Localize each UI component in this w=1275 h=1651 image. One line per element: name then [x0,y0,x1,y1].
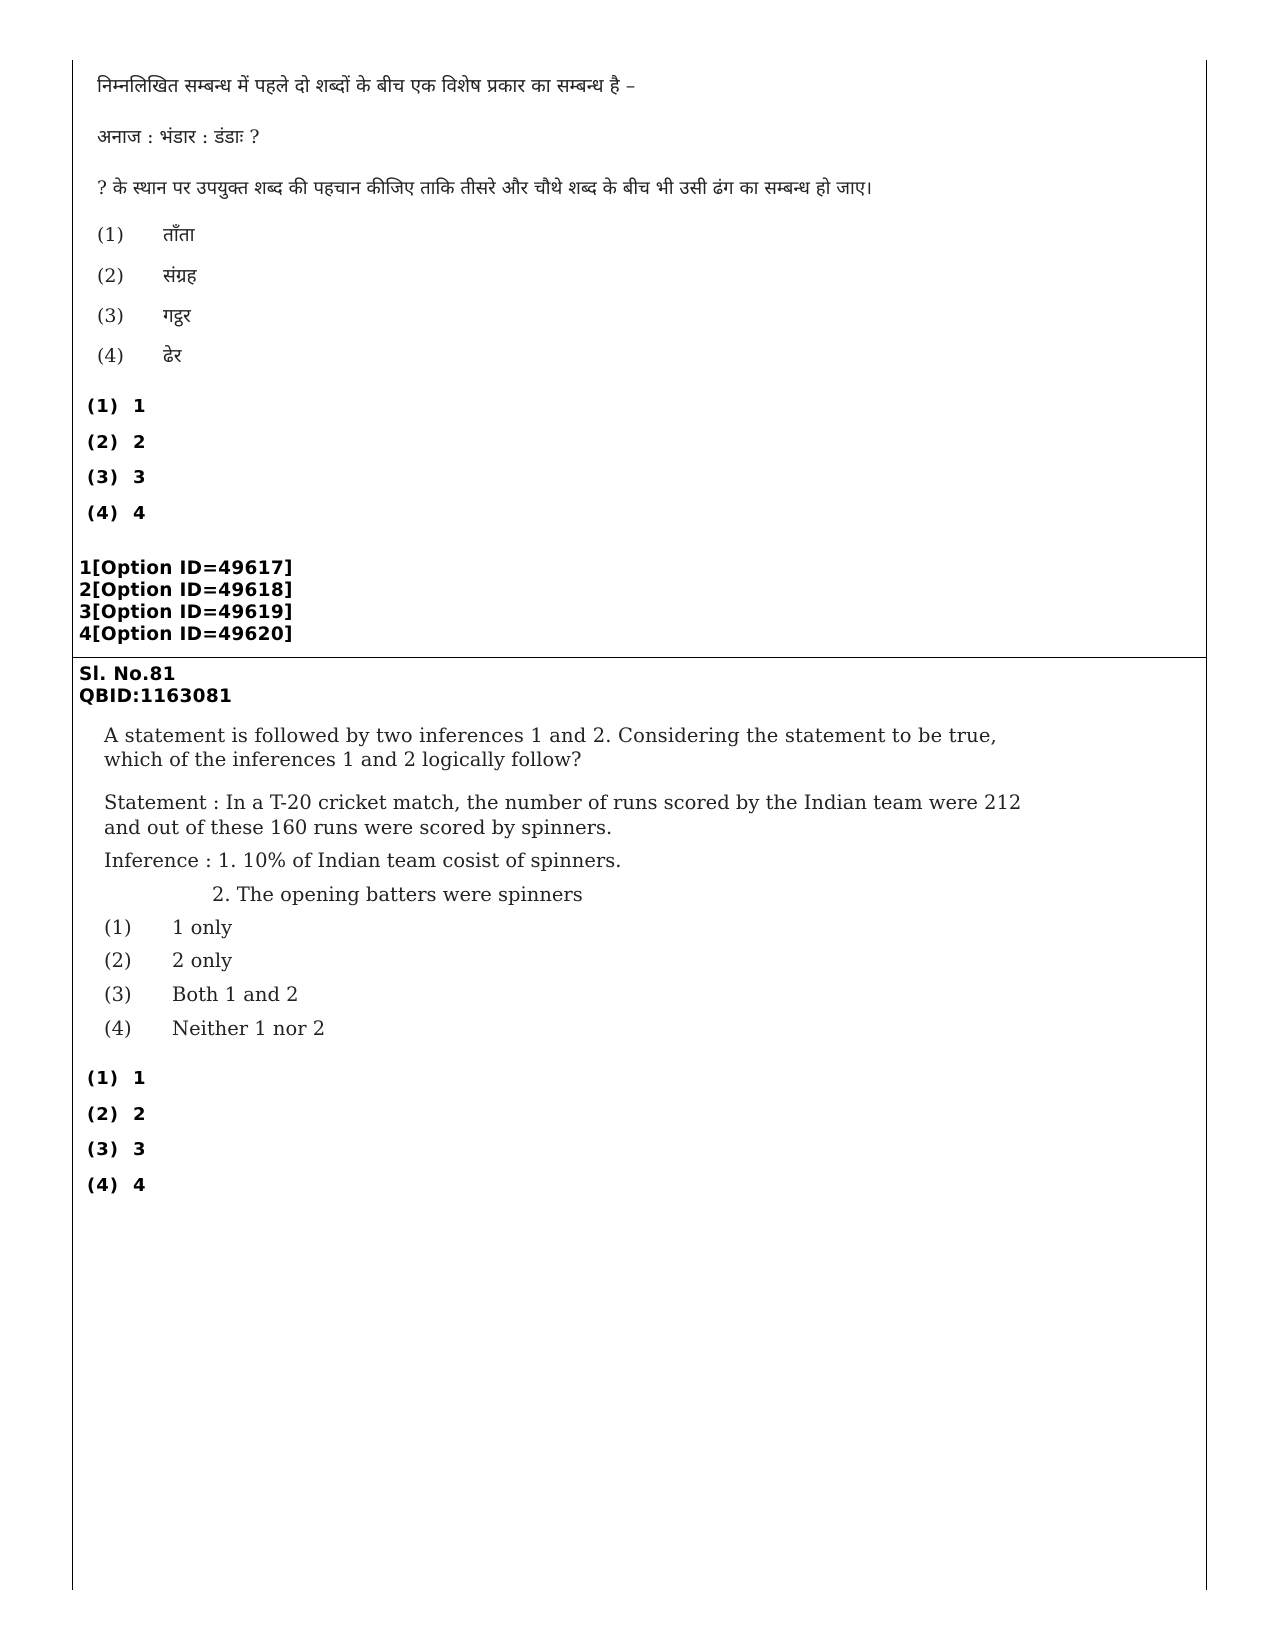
qbid: QBID:1163081 [79,686,233,707]
option-id-line: 3[Option ID=49619] [79,602,293,623]
q80-choice-text: गट्ठर [163,305,191,327]
q81-choice-number: (3) [104,983,132,1006]
q80-answer-option[interactable] [87,503,147,524]
question-divider [72,657,1207,658]
q80-relation: अनाज : भंडार : डंडाः ? [97,126,260,148]
answer-number: (4) [87,1175,119,1196]
q81-choice-number: (4) [104,1017,132,1040]
q80-choice-text: ताँता [163,224,195,246]
answer-value: 1 [133,396,147,417]
answer-number: (3) [87,467,119,488]
option-id-line: 2[Option ID=49618] [79,580,293,601]
q81-choice-number: (1) [104,916,132,939]
answer-number: (1) [87,1068,119,1089]
answer-value: 2 [133,432,147,453]
answer-number: (3) [87,1139,119,1160]
q80-choice-number: (4) [97,345,124,367]
q80-answer-option[interactable] [87,396,147,417]
q81-intro-line1: A statement is followed by two inferences 1 and 2. Considering the statement to be true, [104,724,997,747]
q81-answer-option[interactable] [87,1175,147,1196]
q81-choice-text: 1 only [172,916,233,939]
q81-answer-option[interactable] [87,1104,147,1125]
q81-statement-line2: and out of these 160 runs were scored by spinners. [104,816,613,839]
answer-value: 4 [133,503,147,524]
answer-value: 3 [133,467,147,488]
q80-intro: निम्नलिखित सम्बन्ध में पहले दो शब्दों के बीच एक विशेष प्रकार का सम्बन्ध है – [97,75,636,97]
answer-value: 3 [133,1139,147,1160]
q81-answer-option[interactable] [87,1068,147,1089]
q81-choice-text: Neither 1 nor 2 [172,1017,326,1040]
answer-number: (1) [87,396,119,417]
answer-value: 2 [133,1104,147,1125]
answer-value: 4 [133,1175,147,1196]
right-border [1206,60,1207,1590]
q81-answer-option[interactable] [87,1139,147,1160]
q80-choice-number: (2) [97,265,124,287]
q81-statement-line1: Statement : In a T-20 cricket match, the number of runs scored by the Indian team were 212 [104,791,1022,814]
q80-answer-option[interactable] [87,432,147,453]
left-border [72,60,73,1590]
q80-choice-text: ढेर [163,345,182,367]
answer-value: 1 [133,1068,147,1089]
q80-choice-number: (3) [97,305,124,327]
q81-choice-text: Both 1 and 2 [172,983,299,1006]
option-id-line: 4[Option ID=49620] [79,624,293,645]
q80-choice-number: (1) [97,224,124,246]
q81-intro-line2: which of the inferences 1 and 2 logically follow? [104,748,582,771]
answer-number: (2) [87,1104,119,1125]
q80-answer-option[interactable] [87,467,147,488]
q80-instruction: ? के स्थान पर उपयुक्त शब्द की पहचान कीजिए ताकि तीसरे और चौथे शब्द के बीच भी उसी ढंग का सम्बन्ध हो जाए। [97,178,873,199]
answer-number: (4) [87,503,119,524]
q81-inference-line2: 2. The opening batters were spinners [212,883,583,906]
option-id-line: 1[Option ID=49617] [79,558,293,579]
q80-choice-text: संग्रह [163,265,197,287]
answer-number: (2) [87,432,119,453]
q81-choice-number: (2) [104,949,132,972]
q81-choice-text: 2 only [172,949,233,972]
serial-number: Sl. No.81 [79,664,176,685]
q81-inference-line1: Inference : 1. 10% of Indian team cosist of spinners. [104,849,622,872]
